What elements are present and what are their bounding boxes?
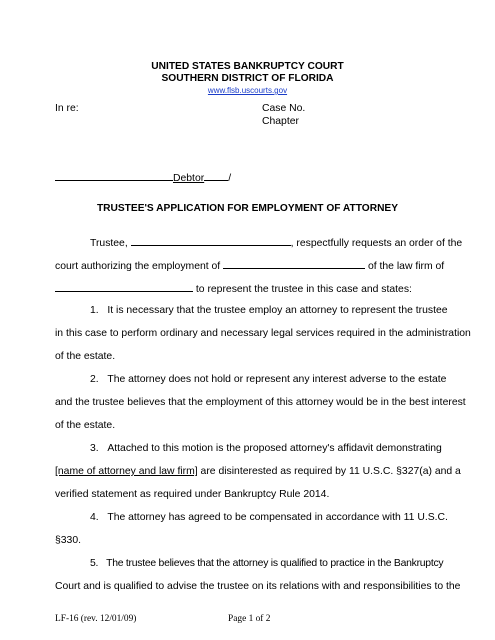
para-4-text-1: The attorney has agreed to be compensated in accordance with 11 U.S.C. <box>107 512 448 523</box>
para-4-number: 4. <box>90 512 99 523</box>
trustee-label: Trustee, <box>90 238 128 249</box>
case-no-label: Case No. <box>262 103 306 114</box>
intro-line-1 <box>90 236 462 249</box>
para-2-number: 2. <box>90 374 99 385</box>
para-2-text-1: The attorney does not hold or represent any interest adverse to the estate <box>107 374 447 385</box>
para-3-text-2: are disinterested as required by 11 U.S.C. §327(a) and a <box>197 466 461 477</box>
requests-text: , respectfully requests an order of the <box>290 238 463 249</box>
intro-line-2 <box>55 259 444 272</box>
represent-text: to represent the trustee in this case and states: <box>195 284 412 295</box>
attorney-placeholder: [name of attorney and law firm] <box>55 466 198 477</box>
debtor-line <box>55 171 231 184</box>
debtor-name-blank <box>55 171 173 181</box>
para-4-line-2: §330. <box>55 535 82 546</box>
para-1-text-1: It is necessary that the trustee employ an attorney to represent the trustee <box>107 305 448 316</box>
para-2-line-1 <box>90 374 446 385</box>
form-number: LF-16 (rev. 12/01/09) <box>55 614 137 624</box>
trustee-name-blank <box>131 236 291 246</box>
para-2-line-2: and the trustee believes that the employment of this attorney would be in the best interest <box>55 397 466 408</box>
para-5-line-2: Court and is qualified to advise the trustee on its relations with and responsibilities to the <box>55 581 461 592</box>
para-3-text-1: Attached to this motion is the proposed attorney's affidavit demonstrating <box>107 443 442 454</box>
court-name: UNITED STATES BANKRUPTCY COURT <box>151 61 344 72</box>
para-5-line-1 <box>90 558 443 569</box>
para-1-line-1 <box>90 305 448 316</box>
in-re-label: In re: <box>55 103 79 114</box>
para-1-line-2: in this case to perform ordinary and necessary legal services required in the administration <box>55 328 471 339</box>
para-3-line-3: verified statement as required under Bankruptcy Rule 2014. <box>55 489 330 500</box>
document-title: TRUSTEE'S APPLICATION FOR EMPLOYMENT OF ATTORNEY <box>96 203 399 214</box>
law-firm-blank <box>55 282 193 292</box>
law-firm-text: of the law firm of <box>367 261 445 272</box>
para-1-line-3: of the estate. <box>55 351 116 362</box>
debtor-trailing-blank <box>204 171 228 181</box>
para-4-line-1 <box>90 512 448 523</box>
para-3-number: 3. <box>90 443 99 454</box>
debtor-label: Debtor <box>173 173 205 184</box>
para-5-number: 5. <box>90 558 99 569</box>
court-auth-text: court authorizing the employment of <box>55 261 221 272</box>
court-website-link[interactable]: www.flsb.uscourts.gov <box>207 86 288 95</box>
para-2-line-3: of the estate. <box>55 420 116 431</box>
para-3-line-1 <box>90 443 442 454</box>
debtor-slash: / <box>228 173 232 184</box>
para-5-text-1: The trustee believes that the attorney is qualified to practice in the Bankruptcy <box>106 558 444 569</box>
para-1-number: 1. <box>90 305 99 316</box>
district-name: SOUTHERN DISTRICT OF FLORIDA <box>161 73 334 84</box>
page-number: Page 1 of 2 <box>228 614 271 624</box>
para-3-line-2 <box>55 466 461 477</box>
attorney-name-blank <box>223 259 365 269</box>
intro-line-3 <box>55 282 412 295</box>
chapter-label: Chapter <box>262 116 299 127</box>
